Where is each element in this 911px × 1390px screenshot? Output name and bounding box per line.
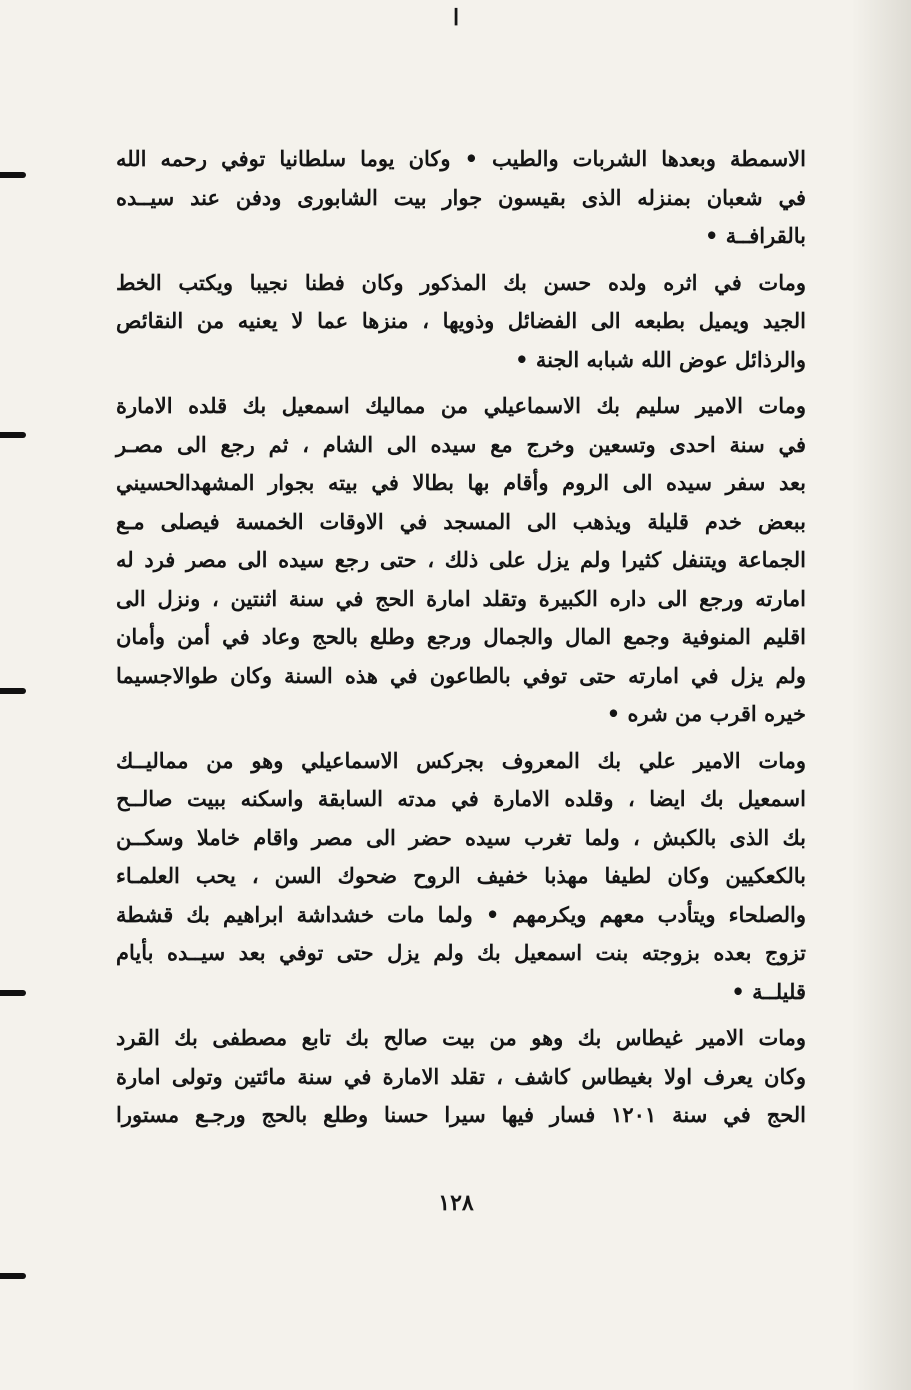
text-line: الاسمطة وبعدها الشربات والطيب • وكان يوما سلطانيا توفي رحمه الله [116,146,806,171]
margin-tick-mark [0,1273,26,1279]
body-text [116,140,806,1135]
paragraph-gap [116,379,806,387]
text-line: بعد سفر سيده الى الروم وأقام بها بطالا في بيته بجوار المشهدالحسيني [116,470,806,495]
paragraph-gap [116,1011,806,1019]
text-line: قليلــة • [731,978,806,1004]
text-line: ومات في اثره ولده حسن بك المذكور وكان فطنا نجيبا ويكتب الخط [116,269,806,295]
text-line: بك الذى بالكبش ، ولما تغرب سيده حضر الى مصر واقام خاملا وسكــن [116,824,806,850]
paragraph-gap [116,256,806,264]
text-line: في شعبان بمنزله الذى بقيسون جوار بيت الشابورى ودفن عند سيــده [116,184,806,210]
text-line: الجيد ويميل بطبعه الى الفضائل وذويها ، منزها عما لا يعنيه من النقائص [116,308,806,333]
text-line: اقليم المنوفية وجمع المال والجمال ورجع وطلع بالحج وعاد في أمن وأمان [116,624,806,649]
margin-tick-mark [0,688,26,694]
paragraph [116,387,806,734]
text-line: ببعض خدم قليلة ويذهب الى المسجد في الاوقات الخمسة فيصلى مـع [116,508,806,534]
page-number: ١٢٨ [438,1190,474,1216]
text-line: والرذائل عوض الله شبابه الجنة • [515,346,806,372]
text-line: والصلحاء ويتأدب معهم ويكرمهم • ولما مات خشداشة ابراهيم بك قشطة [116,901,806,927]
text-line: ومات الامير سليم بك الاسماعيلي من مماليك اسمعيل بك قلده الامارة [116,393,806,418]
text-line: ومات الامير علي بك المعروف بجركس الاسماعيلي وهو من مماليــك [116,747,806,773]
text-line: في سنة احدى وتسعين وخرج مع سيده الى الشام ، ثم رجع الى مصـر [116,431,806,457]
margin-tick-mark [0,172,26,178]
text-line: بالكعكيين وكان لطيفا مهذبا خفيف الروح ضحوك السن ، يحب العلمـاء [116,863,806,888]
margin-tick-mark [0,432,26,438]
text-line: الجماعة ويتنفل كثيرا ولم يزل على ذلك ، حتى رجع سيده الى مصر فرد له [116,547,806,572]
text-line: ولم يزل في امارته حتى توفي بالطاعون في هذه السنة وكان طوالاجسيما [116,662,806,688]
paragraph [116,742,806,1012]
text-line: وكان يعرف اولا بغيطاس كاشف ، تقلد الامارة في سنة مائتين وتولى امارة [116,1063,806,1089]
text-line: امارته ورجع الى داره الكبيرة وتقلد امارة الحج في سنة اثنتين ، ونزل الى [116,585,806,611]
paragraph [116,140,806,256]
paragraph-gap [116,734,806,742]
text-line: اسمعيل بك ايضا ، وقلده الامارة في مدته السابقة واسكنه ببيت صالــح [116,786,806,811]
paragraph [116,1019,806,1135]
text-line: خيره اقرب من شره • [606,701,806,726]
page-edge-shadow [851,0,911,1390]
text-line: بالقرافــة • [704,223,806,248]
text-line: ومات الامير غيطاس بك وهو من بيت صالح بك تابع مصطفى بك القرد [116,1025,806,1050]
text-line: تزوج بعده بزوجته بنت اسمعيل بك ولم يزل حتى توفي بعد سيــده بأيام [116,940,806,965]
paragraph [116,264,806,380]
top-mark: ا [452,5,460,31]
text-line: الحج في سنة ١٢٠١ فسار فيها سيرا حسنا وطلع بالحج ورجـع مستورا [116,1102,806,1127]
margin-tick-mark [0,990,26,996]
